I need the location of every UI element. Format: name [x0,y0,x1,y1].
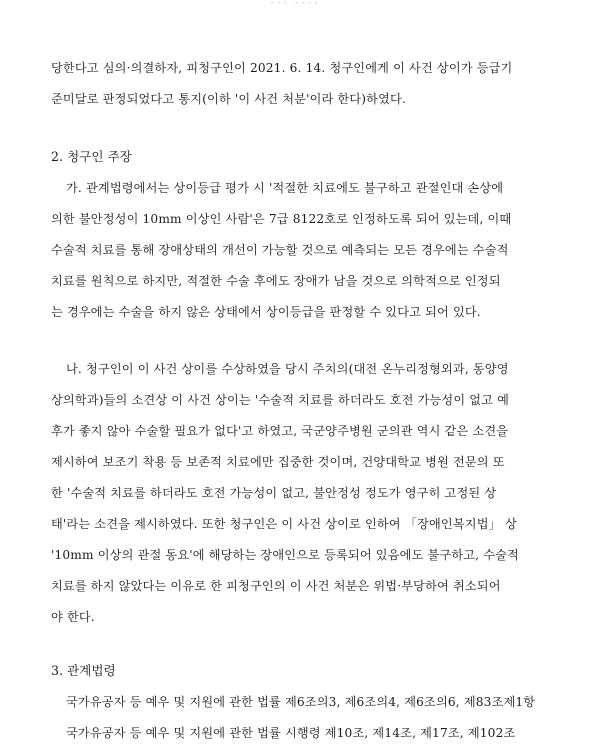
claim-na-line-2: 상의학과)들의 소견상 이 사건 상이는 '수술적 치료를 하더라도 호전 가능성이 없고 예 [51,393,510,407]
intro-line-2: 준미달로 판정되었다고 통지(이하 '이 사건 처분'이라 한다)하였다. [51,92,406,106]
claim-ga-line-3: 수술적 치료를 통해 장애상태의 개선이 가능할 것으로 예측되는 모든 경우에는 수술적 [51,243,509,257]
law-line-2: 국가유공자 등 예우 및 지원에 관한 법률 시행령 제10조, 제14조, 제17조, 제102조 [66,726,516,740]
claim-na-line-1: 나. 청구인이 이 사건 상이를 수상하였을 당시 주치의(대전 온누리정형외과, 동양영 [66,362,509,376]
claim-na-line-3: 후가 좋지 않아 수술할 필요가 없다'고 하였고, 국군양주병원 군의관 역시 같은 소견을 [51,424,509,438]
claim-ga-line-5: 는 경우에는 수술을 하지 않은 상태에서 상이등급을 판정할 수 있다고 되어 있다. [51,305,481,319]
claim-ga-line-2: 의한 불안정성이 10mm 이상인 사람'은 7급 8122호로 인정하도록 되어 있는데, 이때 [51,212,512,226]
claim-na-line-7: '10mm 이상의 관절 동요'에 해당하는 장애인으로 등록되어 있음에도 불구하고, 수술적 [51,548,520,562]
claim-na-line-9: 야 한다. [51,610,95,624]
claim-na-line-6: 태'라는 소견을 제시하였다. 또한 청구인은 이 사건 상이로 인하여 「장애인복지법」 상 [51,517,517,531]
claim-na-line-5: 한 '수술적 치료를 하더라도 호전 가능성이 없고, 불안정성 정도가 영구히 고정된 상 [51,486,497,500]
header-stamp-mark: ˆˆˆ ˆˆˆˆ [270,2,321,12]
section-2-heading: 2. 청구인 주장 [51,149,132,164]
claim-ga-line-4: 치료를 원칙으로 하지만, 적절한 수술 후에도 장애가 남을 것으로 의학적으로 인정되 [51,274,501,288]
intro-line-1: 당한다고 심의·의결하자, 피청구인이 2021. 6. 14. 청구인에게 이 사건 상이가 등급기 [51,61,513,75]
claim-ga-line-1: 가. 관계법령에서는 상이등급 평가 시 '적절한 치료에도 불구하고 관절인대 손상에 [66,181,504,195]
claim-na-line-8: 치료를 하지 않았다는 이유로 한 피청구인의 이 사건 처분은 위법·부당하여 취소되어 [51,579,501,593]
law-line-1: 국가유공자 등 예우 및 지원에 관한 법률 제6조의3, 제6조의4, 제6조의6, 제83조제1항 [66,695,536,709]
section-3-heading: 3. 관계법령 [51,663,116,678]
claim-na-line-4: 제시하여 보조기 착용 등 보존적 치료에만 집중한 것이며, 건양대학교 병원 전문의 또 [51,455,505,469]
